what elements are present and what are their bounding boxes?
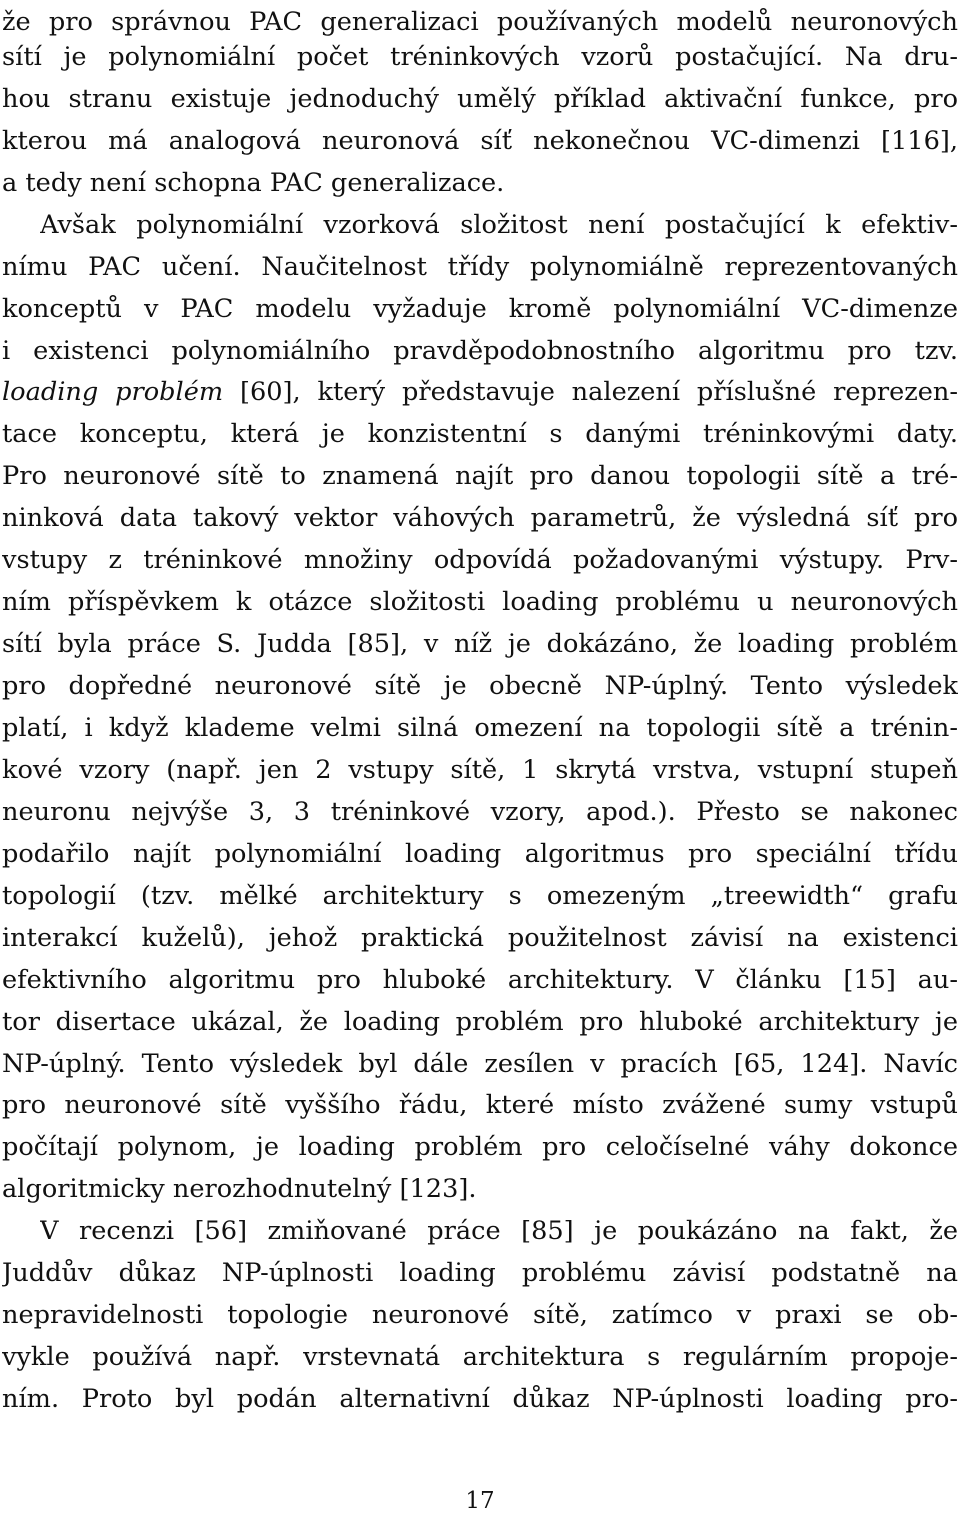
- text-line: že pro správnou PAC generalizaci používaných modelů neuronových: [2, 7, 958, 37]
- text-line: algoritmicky nerozhodnutelný [123].: [2, 1174, 477, 1204]
- paragraph-start-line: V recenzi [56] zmiňované práce [85] je poukázáno na fakt, že: [40, 1216, 958, 1246]
- text-line: loading problém [60], který představuje nalezení příslušné reprezen-: [2, 377, 958, 407]
- text-line: interakcí kuželů), jehož praktická použitelnost závisí na existenci: [2, 923, 958, 953]
- text-line: počítají polynom, je loading problém pro celočíselné váhy dokonce: [2, 1132, 958, 1162]
- text-line: vstupy z tréninkové množiny odpovídá požadovanými výstupy. Prv-: [2, 545, 958, 575]
- text-line: tor disertace ukázal, že loading problém pro hluboké architektury je: [2, 1007, 958, 1037]
- text-line: podařilo najít polynomiální loading algoritmus pro speciální třídu: [2, 839, 958, 869]
- text-line: i existenci polynomiálního pravděpodobnostního algoritmu pro tzv.: [2, 336, 958, 366]
- italic-term: loading problém: [2, 377, 224, 407]
- text-line: neuronu nejvýše 3, 3 tréninkové vzory, apod.). Přesto se nakonec: [2, 797, 958, 827]
- text-line: sítí je polynomiální počet tréninkových vzorů postačující. Na dru-: [2, 42, 958, 72]
- text-line: hou stranu existuje jednoduchý umělý příklad aktivační funkce, pro: [2, 84, 958, 114]
- text-line: tace konceptu, která je konzistentní s danými tréninkovými daty.: [2, 419, 958, 449]
- text-line: Juddův důkaz NP-úplnosti loading problému závisí podstatně na: [2, 1258, 958, 1288]
- text-line: nepravidelnosti topologie neuronové sítě, zatímco v praxi se ob-: [2, 1300, 958, 1330]
- text-line: nímu PAC učení. Naučitelnost třídy polynomiálně reprezentovaných: [2, 252, 958, 282]
- text-line: ninková data takový vektor váhových parametrů, že výsledná síť pro: [2, 503, 958, 533]
- text-line: sítí byla práce S. Judda [85], v níž je dokázáno, že loading problém: [2, 629, 958, 659]
- text-line: a tedy není schopna PAC generalizace.: [2, 168, 505, 198]
- text-line: konceptů v PAC modelu vyžaduje kromě polynomiální VC-dimenze: [2, 294, 958, 324]
- paragraph-start-line: Avšak polynomiální vzorková složitost není postačující k efektiv-: [40, 210, 958, 240]
- text-line: efektivního algoritmu pro hluboké architektury. V článku [15] au-: [2, 965, 958, 995]
- text-line: vykle používá např. vrstevnatá architektura s regulárním propoje-: [2, 1342, 958, 1372]
- text-line: NP-úplný. Tento výsledek byl dále zesílen v pracích [65, 124]. Navíc: [2, 1049, 958, 1079]
- text-line: ním příspěvkem k otázce složitosti loading problému u neuronových: [2, 587, 958, 617]
- text-line: kterou má analogová neuronová síť nekonečnou VC-dimenzi [116],: [2, 126, 958, 156]
- text-line: ním. Proto byl podán alternativní důkaz NP-úplnosti loading pro-: [2, 1384, 958, 1414]
- page-number: 17: [465, 1488, 495, 1514]
- text-line: platí, i když klademe velmi silná omezení na topologii sítě a trénin-: [2, 713, 958, 743]
- text-line: kové vzory (např. jen 2 vstupy sítě, 1 skrytá vrstva, vstupní stupeň: [2, 755, 958, 785]
- text-line: topologií (tzv. mělké architektury s omezeným „treewidth“ grafu: [2, 881, 958, 911]
- text-line: pro neuronové sítě vyššího řádu, které místo zvážené sumy vstupů: [2, 1090, 958, 1120]
- text-line: pro dopředné neuronové sítě je obecně NP-úplný. Tento výsledek: [2, 671, 958, 701]
- text-line: Pro neuronové sítě to znamená najít pro danou topologii sítě a tré-: [2, 461, 958, 491]
